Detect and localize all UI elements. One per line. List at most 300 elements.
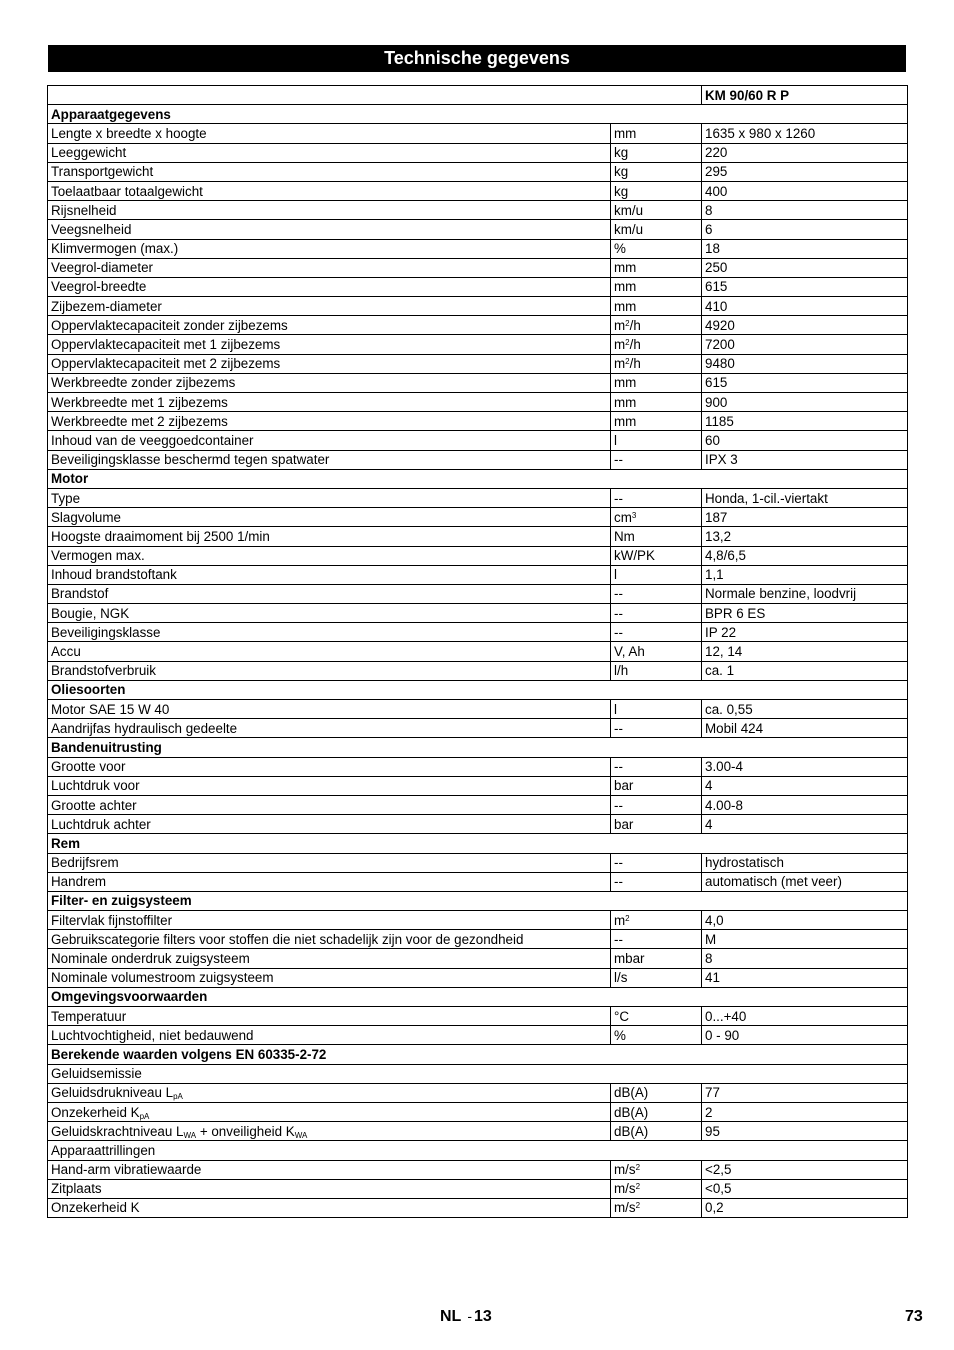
row-label (48, 450, 611, 469)
row-label (48, 1198, 611, 1217)
section-title: Oliesoorten (48, 680, 908, 699)
row-unit (611, 450, 702, 469)
section-title: Filter- en zuigsysteem (48, 891, 908, 910)
row-value: Mobil 424 (702, 719, 908, 738)
unit-superscript: 2 (625, 357, 630, 367)
table-row (48, 661, 908, 680)
unit-text: -- (614, 874, 623, 890)
unit-text: kg (614, 183, 629, 199)
row-value: 1,1 (702, 565, 908, 584)
row-label (48, 911, 611, 930)
row-label (48, 642, 611, 661)
row-unit (611, 527, 702, 546)
row-value: BPR 6 ES (702, 604, 908, 623)
row-value: 77 (702, 1083, 908, 1102)
unit-text: m (614, 912, 626, 928)
row-unit (611, 757, 702, 776)
table-row (48, 239, 908, 258)
unit-text: l/h (614, 663, 629, 679)
row-label (48, 1083, 611, 1102)
label-text: Luchtvochtigheid, niet bedauwend (51, 1027, 254, 1043)
row-unit (611, 508, 702, 527)
label-text: Nominale onderdruk zuigsysteem (51, 951, 250, 967)
table-row (48, 815, 908, 834)
unit-text: -- (614, 931, 623, 947)
row-label (48, 527, 611, 546)
row-unit (611, 181, 702, 200)
unit-text: -- (614, 490, 623, 506)
unit-text: bar (614, 778, 634, 794)
label-text: Veegsnelheid (51, 221, 132, 237)
row-unit (611, 1007, 702, 1026)
label-text: Werkbreedte zonder zijbezems (51, 375, 236, 391)
row-value: 0...+40 (702, 1007, 908, 1026)
row-unit (611, 316, 702, 335)
row-label (48, 1122, 611, 1141)
unit-text: mm (614, 394, 637, 410)
label-text: Motor SAE 15 W 40 (51, 701, 170, 717)
label-text: Geluidskrachtniveau L (51, 1123, 184, 1139)
unit-text: mbar (614, 951, 645, 967)
unit-text: mm (614, 298, 637, 314)
row-value: 410 (702, 297, 908, 316)
unit-text-tail: /h (629, 317, 641, 333)
label-text: Bougie, NGK (51, 605, 130, 621)
label-text: Beveiligingsklasse beschermd tegen spatwater (51, 452, 330, 468)
row-value: Honda, 1-cil.-viertakt (702, 488, 908, 507)
row-unit (611, 853, 702, 872)
table-row (48, 488, 908, 507)
label-subscript: pA (139, 1111, 150, 1121)
unit-superscript: 3 (631, 510, 637, 520)
unit-text: -- (614, 797, 623, 813)
unit-text: % (614, 241, 626, 257)
unit-text: m/s (614, 1181, 636, 1197)
row-unit (611, 220, 702, 239)
row-value: 1635 x 980 x 1260 (702, 124, 908, 143)
table-row (48, 584, 908, 603)
row-unit (611, 335, 702, 354)
row-value: 8 (702, 201, 908, 220)
row-unit (611, 872, 702, 891)
footer-page-number: 73 (905, 1308, 923, 1325)
section-header-row (48, 680, 908, 699)
row-unit (611, 584, 702, 603)
row-value: Normale benzine, loodvrij (702, 584, 908, 603)
table-row (48, 968, 908, 987)
label-text: Toelaatbaar totaalgewicht (51, 183, 203, 199)
table-row (48, 354, 908, 373)
label-text: Bedrijfsrem (51, 855, 119, 871)
table-row (48, 546, 908, 565)
row-unit (611, 1198, 702, 1217)
row-unit (611, 911, 702, 930)
row-value: 4,0 (702, 911, 908, 930)
row-label (48, 661, 611, 680)
row-value: <0,5 (702, 1179, 908, 1198)
row-unit (611, 565, 702, 584)
table-row (48, 949, 908, 968)
label-text: Gebruikscategorie filters voor stoffen die niet schadelijk zijn voor de gezondheid (51, 931, 524, 947)
row-value: 4,8/6,5 (702, 546, 908, 565)
label-text: Veegrol-breedte (51, 279, 147, 295)
unit-text: m (614, 317, 626, 333)
table-row (48, 795, 908, 814)
table-row (48, 393, 908, 412)
table-row (48, 297, 908, 316)
unit-text: kW/PK (614, 548, 655, 564)
row-unit (611, 162, 702, 181)
unit-text: m (614, 356, 626, 372)
row-value: 400 (702, 181, 908, 200)
label-subscript: pA (173, 1092, 183, 1102)
label-text: Inhoud brandstoftank (51, 567, 177, 583)
unit-text: m (614, 337, 626, 353)
table-row (48, 604, 908, 623)
table-header-row (48, 86, 908, 105)
footer-dash: - (467, 1308, 472, 1324)
label-text: Brandstof (51, 586, 109, 602)
table-row (48, 201, 908, 220)
row-unit (611, 719, 702, 738)
row-label (48, 143, 611, 162)
row-label (48, 795, 611, 814)
unit-text: -- (614, 855, 623, 871)
row-unit (611, 776, 702, 795)
label-text: Accu (51, 644, 81, 660)
label-text: Inhoud van de veeggoedcontainer (51, 432, 254, 448)
row-unit (611, 815, 702, 834)
row-unit (611, 143, 702, 162)
row-value: 250 (702, 258, 908, 277)
section-title: Motor (48, 469, 908, 488)
row-value: 8 (702, 949, 908, 968)
row-unit (611, 623, 702, 642)
table-row (48, 1141, 908, 1160)
table-row (48, 220, 908, 239)
row-label (48, 220, 611, 239)
label-text: Oppervlaktecapaciteit met 2 zijbezems (51, 356, 281, 372)
row-label (48, 584, 611, 603)
label-text: Klimvermogen (max.) (51, 241, 179, 257)
row-label (48, 124, 611, 143)
label-text: Lengte x breedte x hoogte (51, 125, 207, 141)
row-label (48, 1179, 611, 1198)
unit-text: m/s (614, 1162, 636, 1178)
row-unit (611, 297, 702, 316)
row-unit (611, 239, 702, 258)
row-unit (611, 604, 702, 623)
label-text: Slagvolume (51, 509, 121, 525)
row-value: automatisch (met veer) (702, 872, 908, 891)
row-label (48, 277, 611, 296)
unit-text: l (614, 432, 617, 448)
table-row (48, 1179, 908, 1198)
section-header-row (48, 469, 908, 488)
page-title: Technische gegevens (48, 45, 906, 72)
row-value: 615 (702, 373, 908, 392)
row-label (48, 181, 611, 200)
row-label (48, 623, 611, 642)
row-label (48, 815, 611, 834)
unit-superscript: 2 (635, 1201, 641, 1211)
row-unit (611, 277, 702, 296)
label-text: Beveiligingsklasse (51, 624, 161, 640)
table-row (48, 757, 908, 776)
row-unit (611, 1026, 702, 1045)
section-title: Apparaatgegevens (48, 105, 908, 124)
row-value: 900 (702, 393, 908, 412)
row-unit (611, 642, 702, 661)
label-text: Luchtdruk voor (51, 778, 140, 794)
row-label (48, 1102, 611, 1121)
unit-superscript: 2 (625, 913, 630, 923)
unit-text: l/s (614, 970, 628, 986)
row-unit (611, 431, 702, 450)
unit-text: % (614, 1027, 626, 1043)
label-text: Luchtdruk achter (51, 816, 151, 832)
table-row (48, 1064, 908, 1083)
row-value: 7200 (702, 335, 908, 354)
row-unit (611, 1122, 702, 1141)
label-text: Hand-arm vibratiewaarde (51, 1162, 202, 1178)
row-value: 4 (702, 815, 908, 834)
section-header-row (48, 987, 908, 1006)
unit-superscript: 2 (635, 1182, 641, 1192)
table-row (48, 316, 908, 335)
label-text: Brandstofverbruik (51, 663, 156, 679)
table-row (48, 527, 908, 546)
label-text: Werkbreedte met 2 zijbezems (51, 413, 228, 429)
table-row (48, 1026, 908, 1045)
section-title: Omgevingsvoorwaarden (48, 987, 908, 1006)
unit-text: dB(A) (614, 1104, 649, 1120)
unit-text: mm (614, 260, 637, 276)
row-label (48, 604, 611, 623)
table-row (48, 1198, 908, 1217)
table-row (48, 277, 908, 296)
unit-text: -- (614, 452, 623, 468)
row-label (48, 1064, 908, 1083)
section-header-row (48, 834, 908, 853)
table-row (48, 431, 908, 450)
row-value: 13,2 (702, 527, 908, 546)
unit-text: -- (614, 759, 623, 775)
unit-text-tail: /h (629, 356, 641, 372)
label-text: Werkbreedte met 1 zijbezems (51, 394, 228, 410)
row-label (48, 930, 611, 949)
model-name: KM 90/60 R P (702, 86, 908, 105)
row-value: ca. 1 (702, 661, 908, 680)
unit-text: kg (614, 145, 629, 161)
table-row (48, 642, 908, 661)
section-header-row (48, 738, 908, 757)
label-text: Aandrijfas hydraulisch gedeelte (51, 720, 238, 736)
row-label (48, 872, 611, 891)
row-value: 3.00-4 (702, 757, 908, 776)
row-unit (611, 1160, 702, 1179)
unit-superscript: 2 (635, 1163, 641, 1173)
label-text: Zitplaats (51, 1181, 102, 1197)
row-label (48, 162, 611, 181)
label-text: Hoogste draaimoment bij 2500 1/min (51, 528, 270, 544)
label-text: Zijbezem-diameter (51, 298, 162, 314)
row-value: <2,5 (702, 1160, 908, 1179)
unit-text: l (614, 701, 617, 717)
label-text: Leeggewicht (51, 145, 127, 161)
row-unit (611, 949, 702, 968)
label-text-continued: + onveiligheid K (196, 1123, 295, 1139)
row-unit (611, 546, 702, 565)
row-label (48, 1141, 908, 1160)
row-label (48, 393, 611, 412)
table-row (48, 373, 908, 392)
label-text: Handrem (51, 874, 107, 890)
unit-text: °C (614, 1008, 630, 1024)
row-label (48, 201, 611, 220)
row-unit (611, 258, 702, 277)
label-text: Geluidsemissie (51, 1066, 142, 1082)
unit-text: m/s (614, 1200, 636, 1216)
section-title: Rem (48, 834, 908, 853)
row-unit (611, 488, 702, 507)
row-unit (611, 393, 702, 412)
row-value: 41 (702, 968, 908, 987)
row-unit (611, 1179, 702, 1198)
row-value: 4.00-8 (702, 795, 908, 814)
row-value: 615 (702, 277, 908, 296)
row-value: IPX 3 (702, 450, 908, 469)
unit-text: mm (614, 413, 637, 429)
row-value: 2 (702, 1102, 908, 1121)
row-label (48, 297, 611, 316)
unit-text: mm (614, 279, 637, 295)
header-blank-cell (48, 86, 702, 105)
table-row (48, 412, 908, 431)
table-row (48, 1083, 908, 1102)
row-label (48, 700, 611, 719)
row-label (48, 488, 611, 507)
unit-text: -- (614, 605, 623, 621)
label-text: Onzekerheid K (51, 1104, 140, 1120)
label-text: Onzekerheid K (51, 1200, 140, 1216)
row-label (48, 719, 611, 738)
row-value: 9480 (702, 354, 908, 373)
row-label (48, 949, 611, 968)
table-row (48, 124, 908, 143)
row-value: 1185 (702, 412, 908, 431)
row-value: 12, 14 (702, 642, 908, 661)
table-row (48, 1102, 908, 1121)
unit-text: l (614, 567, 617, 583)
unit-text: kg (614, 164, 629, 180)
label-text: Geluidsdrukniveau L (51, 1085, 174, 1101)
table-row (48, 930, 908, 949)
row-unit (611, 968, 702, 987)
table-row (48, 143, 908, 162)
row-unit (611, 412, 702, 431)
table-row (48, 872, 908, 891)
table-row (48, 1007, 908, 1026)
row-label (48, 968, 611, 987)
row-label (48, 1160, 611, 1179)
row-label (48, 316, 611, 335)
row-label (48, 565, 611, 584)
row-label (48, 412, 611, 431)
row-label (48, 335, 611, 354)
label-subscript: WA (183, 1130, 197, 1140)
row-label (48, 546, 611, 565)
unit-text: Nm (614, 528, 635, 544)
table-row (48, 853, 908, 872)
row-unit (611, 373, 702, 392)
row-label (48, 239, 611, 258)
unit-text: -- (614, 624, 623, 640)
row-value: 0 - 90 (702, 1026, 908, 1045)
row-value: M (702, 930, 908, 949)
table-row (48, 911, 908, 930)
label-text: Filtervlak fijnstoffilter (51, 912, 173, 928)
section-header-row (48, 891, 908, 910)
row-value: 4 (702, 776, 908, 795)
footer-lang-code: NL (440, 1308, 462, 1325)
row-value: hydrostatisch (702, 853, 908, 872)
row-label (48, 431, 611, 450)
unit-text: -- (614, 720, 623, 736)
label-text: Apparaattrillingen (51, 1142, 156, 1158)
table-row (48, 1160, 908, 1179)
unit-text-tail: /h (629, 337, 641, 353)
row-unit (611, 1083, 702, 1102)
label-text: Type (51, 490, 81, 506)
unit-text: -- (614, 586, 623, 602)
row-unit (611, 795, 702, 814)
unit-text: V, Ah (614, 644, 645, 660)
row-value: 4920 (702, 316, 908, 335)
section-header-row (48, 1045, 908, 1064)
label-subscript: WA (294, 1130, 308, 1140)
row-value: 187 (702, 508, 908, 527)
row-label (48, 1007, 611, 1026)
row-value: 60 (702, 431, 908, 450)
row-label (48, 776, 611, 795)
label-text: Grootte voor (51, 759, 126, 775)
row-value: 220 (702, 143, 908, 162)
section-header-row (48, 105, 908, 124)
section-title: Berekende waarden volgens EN 60335-2-72 (48, 1045, 908, 1064)
table-row (48, 450, 908, 469)
unit-text: km/u (614, 221, 644, 237)
row-unit (611, 354, 702, 373)
row-unit (611, 930, 702, 949)
row-value: IP 22 (702, 623, 908, 642)
table-row (48, 335, 908, 354)
row-label (48, 853, 611, 872)
unit-superscript: 2 (625, 338, 630, 348)
label-text: Oppervlaktecapaciteit zonder zijbezems (51, 317, 288, 333)
unit-text: dB(A) (614, 1123, 649, 1139)
unit-text: km/u (614, 202, 644, 218)
label-text: Grootte achter (51, 797, 137, 813)
label-text: Rijsnelheid (51, 202, 117, 218)
unit-text: mm (614, 375, 637, 391)
row-label (48, 757, 611, 776)
row-value: 95 (702, 1122, 908, 1141)
footer-section-page: 13 (474, 1308, 492, 1325)
row-value: 295 (702, 162, 908, 181)
table-row (48, 508, 908, 527)
row-label (48, 354, 611, 373)
